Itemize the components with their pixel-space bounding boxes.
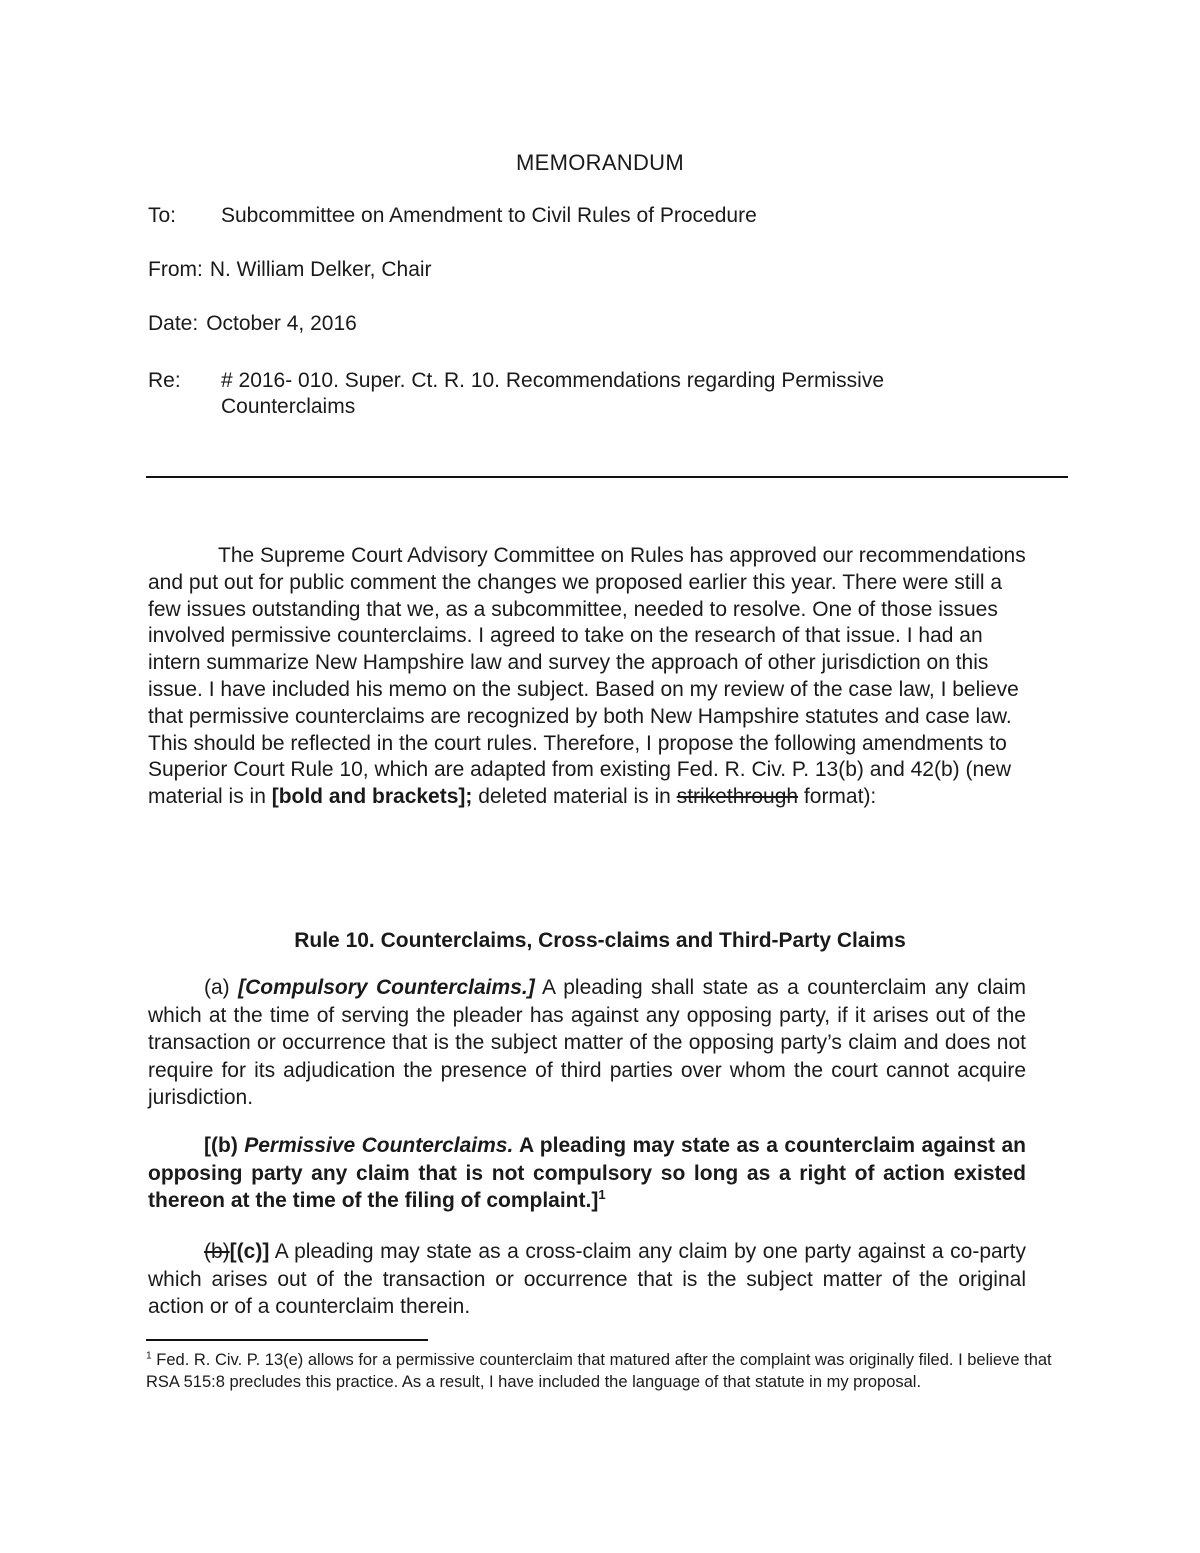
- para-b-title: Permissive Counterclaims.: [244, 1134, 514, 1157]
- header-to: [148, 203, 1048, 229]
- para-a-label: (a): [204, 976, 239, 999]
- from-label: From:: [148, 258, 203, 281]
- date-value: October 4, 2016: [206, 312, 357, 335]
- from-value: N. William Delker, Chair: [209, 258, 432, 281]
- intro-strike-example: strikethrough: [676, 785, 799, 809]
- memo-title: MEMORANDUM: [516, 150, 684, 175]
- para-c-text: A pleading may state as a cross-claim any claim by one party against a co-party which arises out of the transaction or occurrence that is the subject matter of the original action or of a counterclaim therein.: [148, 1240, 1026, 1318]
- rule-paragraph-c: [148, 1238, 1026, 1321]
- para-a-text: A pleading shall state as a counterclaim any claim which at the time of serving the pleader has against any opposing party, if it arises out of the transaction or occurrence that is the subject matter of the opposing party’s claim and does not require for its adjudication the presence of third parties over whom the court cannot acquire jurisdiction.: [148, 976, 1026, 1109]
- re-label: Re:: [148, 369, 181, 392]
- footnote: [146, 1350, 1060, 1393]
- footnote-reference: 1: [598, 1187, 606, 1202]
- header-from: [148, 257, 1048, 283]
- intro-bold-example: [bold and brackets];: [271, 785, 473, 809]
- footnote-text: Fed. R. Civ. P. 13(e) allows for a permissive counterclaim that matured after the complaint was originally filed. I believe that RSA 515:8 precludes this practice. As a result, I have included the language of that statute in my proposal.: [146, 1351, 1052, 1391]
- header-date: [148, 311, 1048, 337]
- header-re: [148, 368, 1048, 420]
- para-b-text: A pleading may state as a counterclaim against an opposing party any claim that is not compulsory so long as a right of action existed thereon at the time of the filing of complaint.]: [148, 1134, 1026, 1212]
- para-c-label: [(c)]: [229, 1240, 270, 1263]
- to-label: To:: [148, 204, 177, 227]
- para-c-deleted-label: (b): [204, 1240, 230, 1263]
- intro-middle-text: deleted material is in: [472, 785, 677, 809]
- footnote-mark: 1: [146, 1350, 152, 1362]
- header-divider: [146, 476, 1068, 478]
- date-label: Date:: [148, 312, 199, 335]
- intro-paragraph: [148, 543, 1028, 811]
- intro-end-text: format):: [798, 785, 877, 809]
- re-value: # 2016- 010. Super. Ct. R. 10. Recommendations regarding Permissive Counterclaims: [221, 369, 885, 418]
- rule-paragraph-a: [148, 974, 1026, 1112]
- rule-heading: Rule 10. Counterclaims, Cross-claims and Third-Party Claims: [294, 929, 906, 952]
- para-b-label: [(b): [204, 1134, 245, 1157]
- footnote-divider: [146, 1339, 428, 1341]
- rule-paragraph-b: [148, 1132, 1026, 1215]
- to-value: Subcommittee on Amendment to Civil Rules of Procedure: [221, 204, 757, 227]
- para-a-title: [Compulsory Counterclaims.]: [238, 976, 535, 999]
- intro-text: The Supreme Court Advisory Committee on Rules has approved our recommendations and put out for public comment the changes we proposed earlier this year. There were still a few issues outstanding that we, as a subcommittee, needed to resolve. One of those issues involved permissive counterclaims. I agreed to take on the research of that issue. I had an intern summarize New Hampshire law and survey the approach of other jurisdiction on this issue. I have included his memo on the subject. Based on my review of the case law, I believe that permissive counterclaims are recognized by both New Hampshire statutes and case law. This should be reflected in the court rules. Therefore, I propose the following amendments to Superior Court Rule 10, which are adapted from existing Fed. R. Civ. P. 13(b) and 42(b) (new material is in: [148, 544, 1026, 809]
